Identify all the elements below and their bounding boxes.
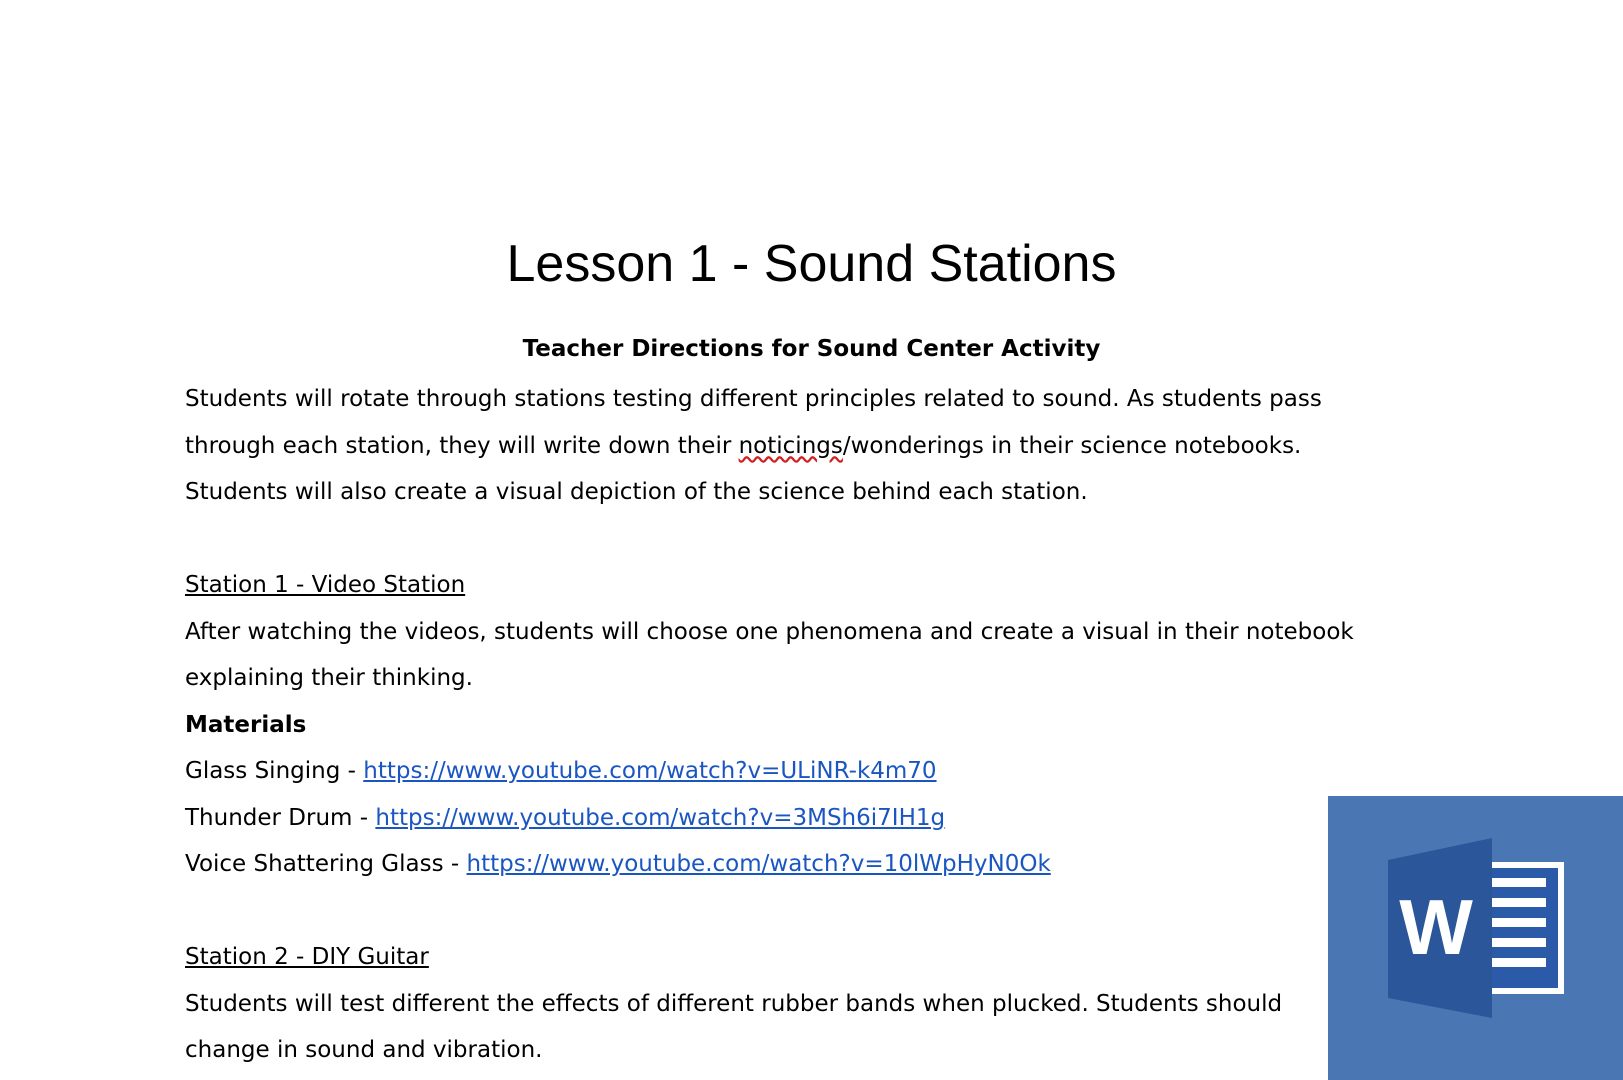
station-1-desc-line-2: explaining their thinking.: [185, 665, 473, 691]
word-app-badge: [1328, 796, 1623, 1080]
video-link[interactable]: https://www.youtube.com/watch?v=3MSh6i7IH1g: [375, 804, 946, 831]
spellcheck-flagged-word[interactable]: noticings: [738, 432, 843, 459]
blank-line: [185, 516, 1425, 563]
document-title: Lesson 1 - Sound Stations: [506, 235, 1117, 293]
document-subtitle: Teacher Directions for Sound Center Activity: [522, 336, 1101, 362]
station-2-desc-line-1: Students will test different the effects of different rubber bands when plucked. Students should: [185, 990, 1283, 1017]
material-item-label: Glass Singing -: [185, 758, 364, 784]
materials-heading: Materials: [185, 711, 307, 738]
intro-line-2-start: through each station, they will write down their: [185, 432, 739, 459]
material-item: [185, 795, 1425, 842]
blank-line: [185, 888, 1425, 935]
document-body: [185, 376, 1425, 1074]
word-icon-letter: W: [1399, 883, 1473, 971]
station-1-heading: Station 1 - Video Station: [185, 572, 466, 598]
material-item-label: Voice Shattering Glass -: [185, 851, 467, 877]
station-2-heading: Station 2 - DIY Guitar: [185, 944, 429, 970]
material-item: [185, 841, 1425, 888]
word-app-icon: [1388, 838, 1566, 1018]
intro-line-2-end: /wonderings in their science notebooks.: [842, 432, 1302, 459]
intro-line-1: Students will rotate through stations testing different principles related to sound. As students pass: [185, 386, 1322, 412]
intro-line-3: Students will also create a visual depiction of the science behind each station.: [185, 479, 1088, 505]
material-item-label: Thunder Drum -: [185, 804, 376, 831]
station-1-desc-line-1: After watching the videos, students will choose one phenomena and create a visual in their notebook: [185, 618, 1354, 645]
video-link[interactable]: https://www.youtube.com/watch?v=ULiNR-k4m70: [363, 758, 937, 784]
material-item: [185, 748, 1425, 795]
intro-line-2: [185, 423, 1425, 470]
station-2-desc-line-2: change in sound and vibration.: [185, 1037, 543, 1063]
video-link[interactable]: https://www.youtube.com/watch?v=10lWpHyN0Ok: [466, 851, 1051, 877]
